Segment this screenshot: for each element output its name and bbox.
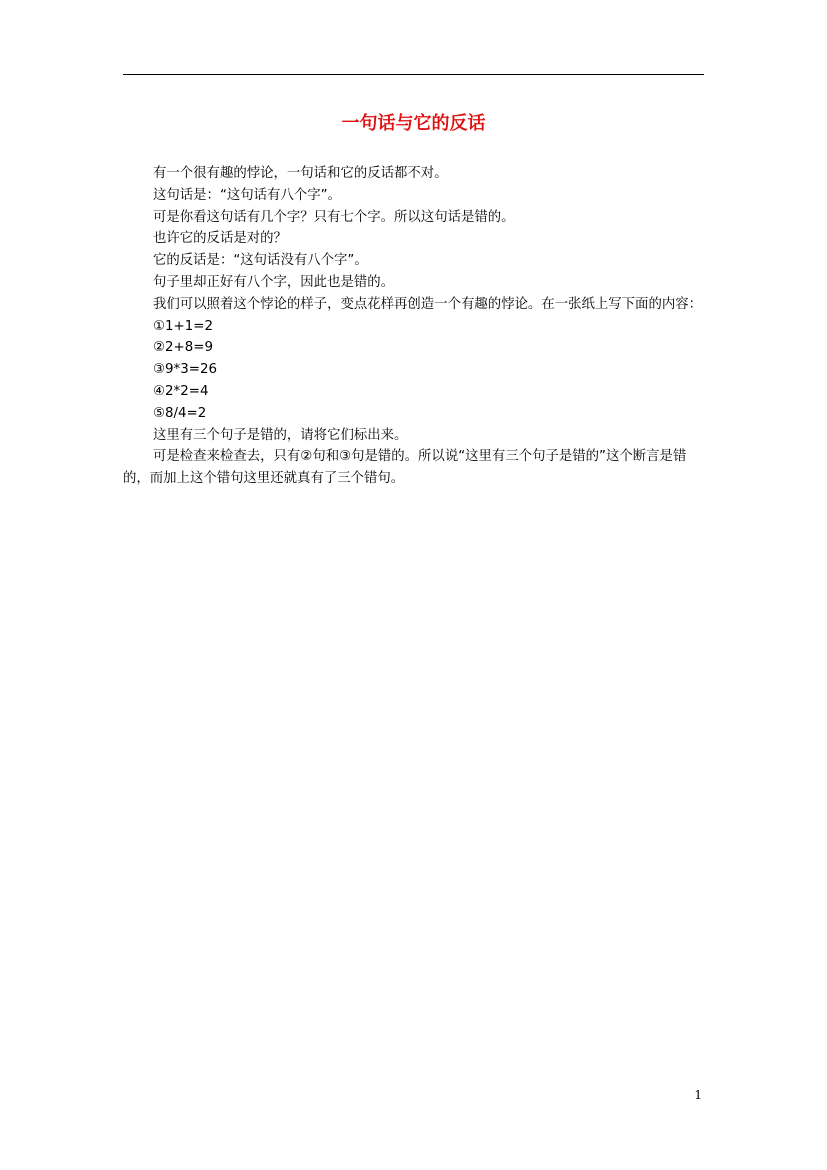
paragraph: 可是你看这句话有几个字？只有七个字。所以这句话是错的。 [153, 209, 515, 225]
paragraph: 可是检查来检查去，只有②句和③句是错的。所以说“这里有三个句子是错的”这个断言是错的，而加上这个错句这里还就真有了三个错句。 [123, 449, 687, 487]
paragraph: 也许它的反话是对的？ [153, 231, 287, 247]
paragraph: 这里有三个句子是错的，请将它们标出来。 [153, 427, 408, 443]
paragraph: 这句话是：“这句话有八个字”。 [153, 187, 341, 203]
paragraph: 句子里却正好有八个字，因此也是错的。 [153, 274, 395, 290]
page-number: 1 [694, 1088, 702, 1102]
list-item: ⑤8/4=2 [153, 405, 207, 421]
paragraph: 我们可以照着这个悖论的样子，变点花样再创造一个有趣的悖论。在一张纸上写下面的内容： [153, 296, 703, 312]
list-item: ③9*3=26 [153, 362, 217, 378]
paragraph: 它的反话是：“这句话没有八个字”。 [153, 253, 368, 269]
list-item: ①1+1=2 [153, 318, 214, 334]
list-item: ②2+8=9 [153, 340, 214, 356]
header-rule [123, 74, 704, 75]
paragraph: 有一个很有趣的悖论，一句话和它的反话都不对。 [153, 166, 448, 181]
document-body [123, 163, 704, 490]
list-item: ④2*2=4 [153, 383, 209, 399]
document-title: 一句话与它的反话 [341, 113, 486, 134]
